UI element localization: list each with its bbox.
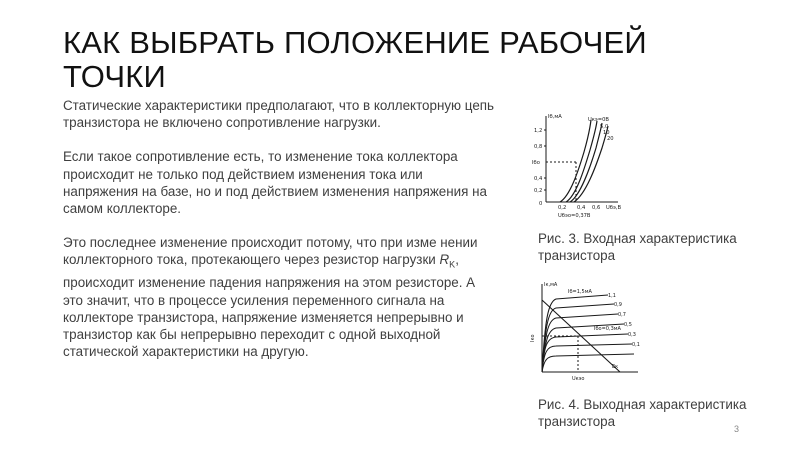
output-characteristic-figure xyxy=(528,280,644,390)
paragraph-1: Статические характеристики предполагают, что в коллекторную цепь транзистора не включено сопротивление нагрузки. xyxy=(63,98,494,131)
fig1-ibo-label: Iбо xyxy=(532,160,540,166)
resistor-subscript: K xyxy=(449,260,456,271)
input-characteristic-figure xyxy=(532,112,632,220)
fig1-y-tick-3: 0,4 xyxy=(534,176,543,182)
fig1-curve-label-2: 5,0 xyxy=(600,124,609,130)
fig1-curve-label: Uкэ=0В xyxy=(588,117,609,123)
resistor-symbol: R xyxy=(439,252,450,268)
fig2-curve-1: 1,1 xyxy=(608,293,616,299)
figure2-caption: Рис. 4. Выходная характеристика транзистора xyxy=(538,397,747,429)
paragraph-3-before: Это последнее изменение происходит потому, что при изме нении коллекторного тока, протекающего через резистор нагрузки xyxy=(63,235,478,268)
fig1-y-tick-4: 0,2 xyxy=(534,188,543,194)
fig2-curve-3: 0,7 xyxy=(618,312,626,318)
figure1-caption: Рис. 3. Входная характеристика транзистора xyxy=(538,231,737,263)
fig2-curve-2: 0,9 xyxy=(614,302,622,308)
body-text xyxy=(63,97,495,377)
fig1-y-tick-1: 1,2 xyxy=(534,128,543,134)
fig2-curve-5: 0,3 xyxy=(628,332,636,338)
fig2-iko-label: Iко xyxy=(530,334,536,342)
slide-title: КАК ВЫБРАТЬ ПОЛОЖЕНИЕ РАБОЧЕЙ ТОЧКИ xyxy=(63,25,647,94)
fig2-uko-label: Uкэо xyxy=(572,376,585,382)
paragraph-3 xyxy=(63,234,495,360)
fig2-curve-4: 0,5 xyxy=(624,322,632,328)
fig1-x-axis-label: Uбэ,В xyxy=(606,205,622,211)
fig1-ubo-label: Uбэо=0,37В xyxy=(558,213,591,219)
fig2-top-curve-label: Iб=1,5мА xyxy=(568,289,592,295)
fig1-curve-label-4: 20 xyxy=(607,136,614,142)
fig2-curve-6: 0,1 xyxy=(632,342,640,348)
paragraph-2: Если такое сопротивление есть, то изменение тока коллектора происходит не только под действием изменения тока или напряжения на базе, но и под действием изменения напряжения на самом коллекторе. xyxy=(63,149,487,217)
fig2-mid-label: Iбо=0,3мА xyxy=(594,326,621,332)
fig1-x-tick-2: 0,4 xyxy=(577,205,586,211)
fig2-y-axis-label: Iк,мА xyxy=(544,282,558,288)
page-number: 3 xyxy=(734,424,740,434)
fig1-y-axis-label: Iб,мА xyxy=(548,114,562,120)
fig1-y-tick-2: 0,8 xyxy=(534,144,543,150)
fig1-x-tick-1: 0,2 xyxy=(558,205,567,211)
fig1-y-tick-5: 0 xyxy=(539,201,543,207)
paragraph-3-after: , происходит изменение падения напряжения на этом резисторе. А это значит, что в процессе усиления переменного сигнала на коллекторе транзистора, напряжение изменяется непрерывно и транзистор как бы непрерывно переходит с одной выходной статической характеристики на другую. xyxy=(63,252,476,360)
fig1-curve-label-3: 10 xyxy=(603,130,610,136)
fig2-ek-label: Eк xyxy=(612,364,619,370)
fig1-x-tick-3: 0,6 xyxy=(592,205,601,211)
